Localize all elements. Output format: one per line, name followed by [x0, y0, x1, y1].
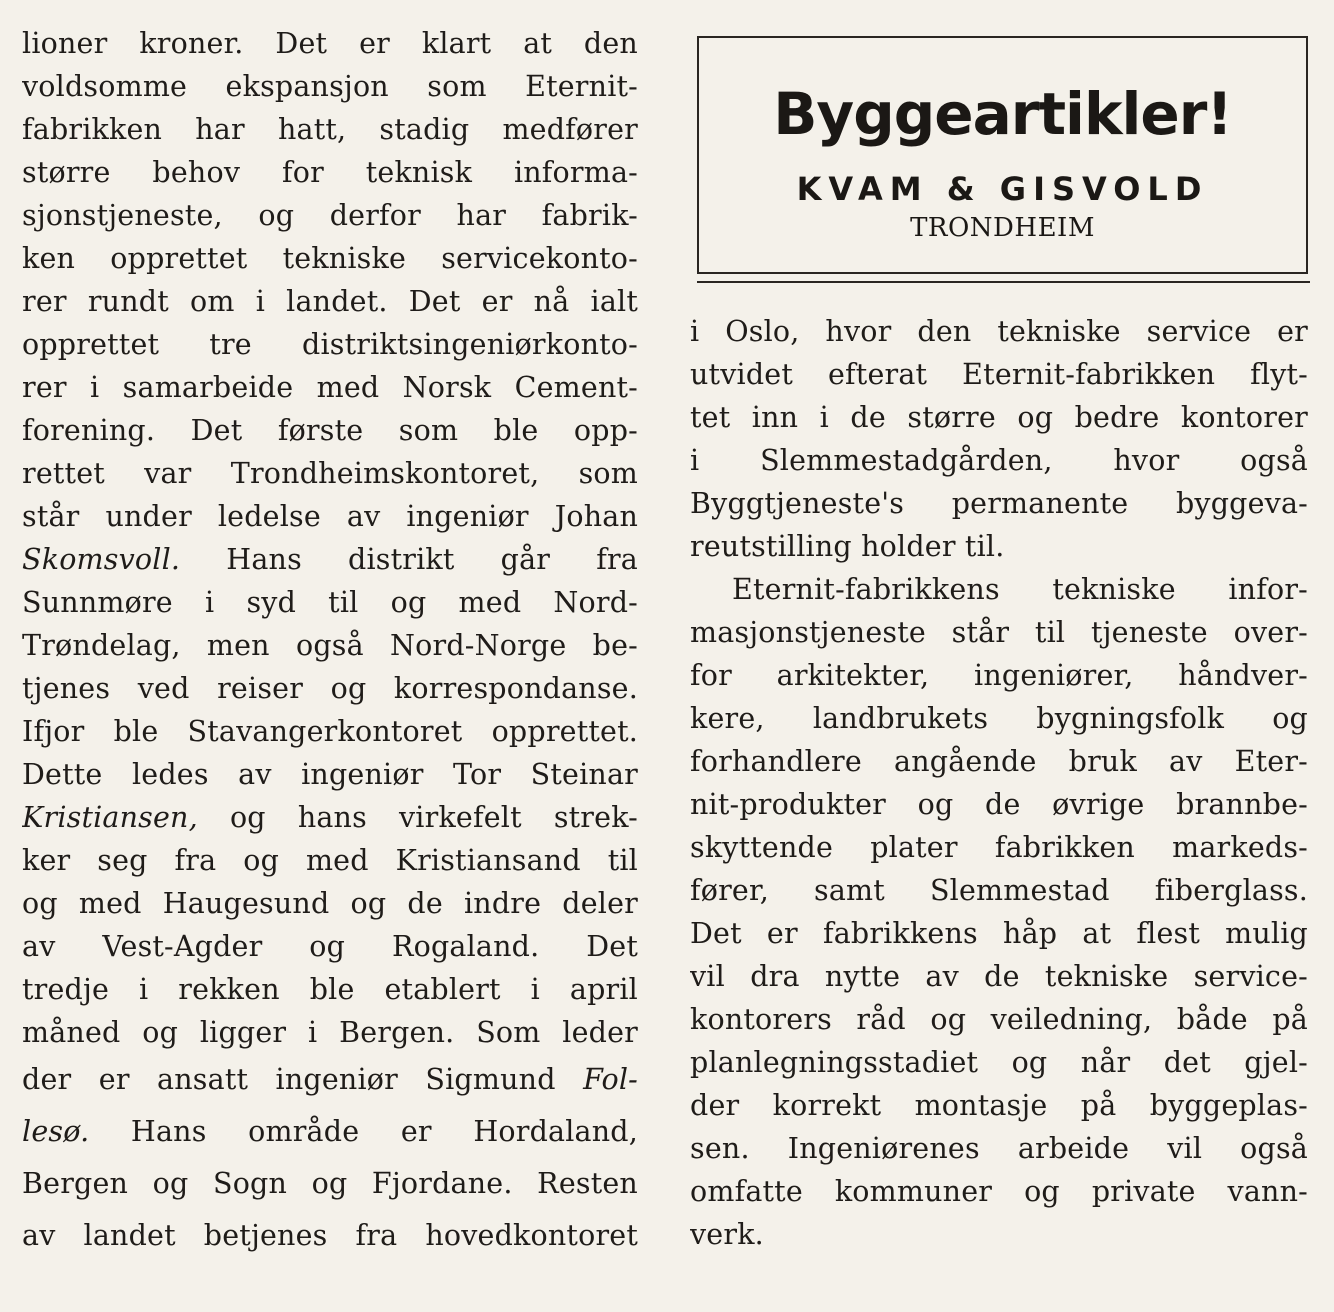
text-line: Dette ledes av ingeniør Tor Steinar	[22, 758, 638, 791]
text-line	[22, 796, 638, 839]
text-line: opprettet tre distriktsingeniørkonto-	[22, 328, 638, 361]
text-line: Trøndelag, men også Nord-Norge be-	[22, 629, 638, 662]
text-line: ker seg fra og med Kristiansand til	[22, 844, 638, 877]
text-line: forhandlere angående bruk av Eter-	[690, 745, 1308, 778]
text-line: måned og ligger i Bergen. Som leder	[22, 1016, 638, 1049]
text-line: tredje i rekken ble etablert i april	[22, 973, 638, 1006]
text-line: av landet betjenes fra hovedkontoret	[22, 1219, 638, 1252]
text-line: rer i samarbeide med Norsk Cement-	[22, 371, 638, 404]
text-line: Det er fabrikkens håp at flest mulig	[690, 917, 1308, 950]
text-line: fører, samt Slemmestad fiberglass.	[690, 874, 1308, 907]
text-line: av Vest-Agder og Rogaland. Det	[22, 930, 638, 963]
text-line: forening. Det første som ble opp-	[22, 414, 638, 447]
text-line: står under ledelse av ingeniør Johan	[22, 500, 638, 533]
text-line: nit-produkter og de øvrige brannbe-	[690, 788, 1308, 821]
text-line: Bergen og Sogn og Fjordane. Resten	[22, 1167, 638, 1200]
text-line: planlegningsstadiet og når det gjel-	[690, 1046, 1308, 1079]
text-line: Byggtjeneste's permanente byggeva-	[690, 487, 1308, 520]
text-line: vil dra nytte av de tekniske service-	[690, 960, 1308, 993]
text-line: tet inn i de større og bedre kontorer	[690, 401, 1308, 434]
text-line: Sunnmøre i syd til og med Nord-	[22, 586, 638, 619]
italic-name: lesø.	[22, 1115, 90, 1148]
text-span: og hans virkefelt strek-	[197, 801, 638, 834]
ad-city: TRONDHEIM	[910, 213, 1095, 243]
ad-company-name: KVAM & GISVOLD	[796, 170, 1209, 208]
text-line: voldsomme ekspansjon som Eternit-	[22, 70, 638, 103]
text-line: kontorers råd og veiledning, både på	[690, 1003, 1308, 1036]
text-line	[22, 538, 638, 581]
text-line: i Slemmestadgården, hvor også	[690, 444, 1308, 477]
text-line	[22, 1106, 638, 1158]
italic-name: Fol-	[583, 1063, 638, 1096]
text-span: Hans distrikt går fra	[180, 543, 638, 576]
text-line: lioner kroner. Det er klart at den	[22, 27, 638, 60]
text-line: i Oslo, hvor den tekniske service er	[690, 315, 1308, 348]
text-span: der er ansatt ingeniør Sigmund	[22, 1063, 584, 1096]
right-text-column	[690, 310, 1308, 1256]
ad-title: Byggeartikler!	[773, 80, 1232, 148]
text-line: rettet var Trondheimskontoret, som	[22, 457, 638, 490]
text-line: kere, landbrukets bygningsfolk og	[690, 702, 1308, 735]
text-line: Eternit-fabrikkens tekniske infor-	[732, 573, 1308, 606]
text-span: Hans område er Hordaland,	[89, 1115, 638, 1148]
text-line: for arkitekter, ingeniører, håndver-	[690, 659, 1308, 692]
text-line: sjonstjeneste, og derfor har fabrik-	[22, 199, 638, 232]
advertisement-box	[697, 36, 1308, 274]
text-line: masjonstjeneste står til tjeneste over-	[690, 616, 1308, 649]
italic-name: Kristiansen,	[22, 801, 198, 834]
text-line: der korrekt montasje på byggeplas-	[690, 1089, 1308, 1122]
text-line: større behov for teknisk informa-	[22, 156, 638, 189]
ad-bottom-rule	[697, 281, 1310, 283]
text-line: ken opprettet tekniske servicekonto-	[22, 242, 638, 275]
italic-name: Skomsvoll.	[22, 543, 181, 576]
text-line: omfatte kommuner og private vann-	[690, 1175, 1308, 1208]
text-line: verk.	[690, 1218, 764, 1251]
text-line: utvidet efterat Eternit-fabrikken flyt-	[690, 358, 1308, 391]
text-line: rer rundt om i landet. Det er nå ialt	[22, 285, 638, 318]
text-line: tjenes ved reiser og korrespondanse.	[22, 672, 638, 705]
text-line: fabrikken har hatt, stadig medfører	[22, 113, 638, 146]
text-line: sen. Ingeniørenes arbeide vil også	[690, 1132, 1308, 1165]
text-line: og med Haugesund og de indre deler	[22, 887, 638, 920]
text-line: Ifjor ble Stavangerkontoret opprettet.	[22, 715, 638, 748]
text-line: reutstilling holder til.	[690, 530, 1005, 563]
text-line: skyttende plater fabrikken markeds-	[690, 831, 1308, 864]
left-text-column	[22, 22, 638, 1262]
text-line	[22, 1054, 638, 1106]
